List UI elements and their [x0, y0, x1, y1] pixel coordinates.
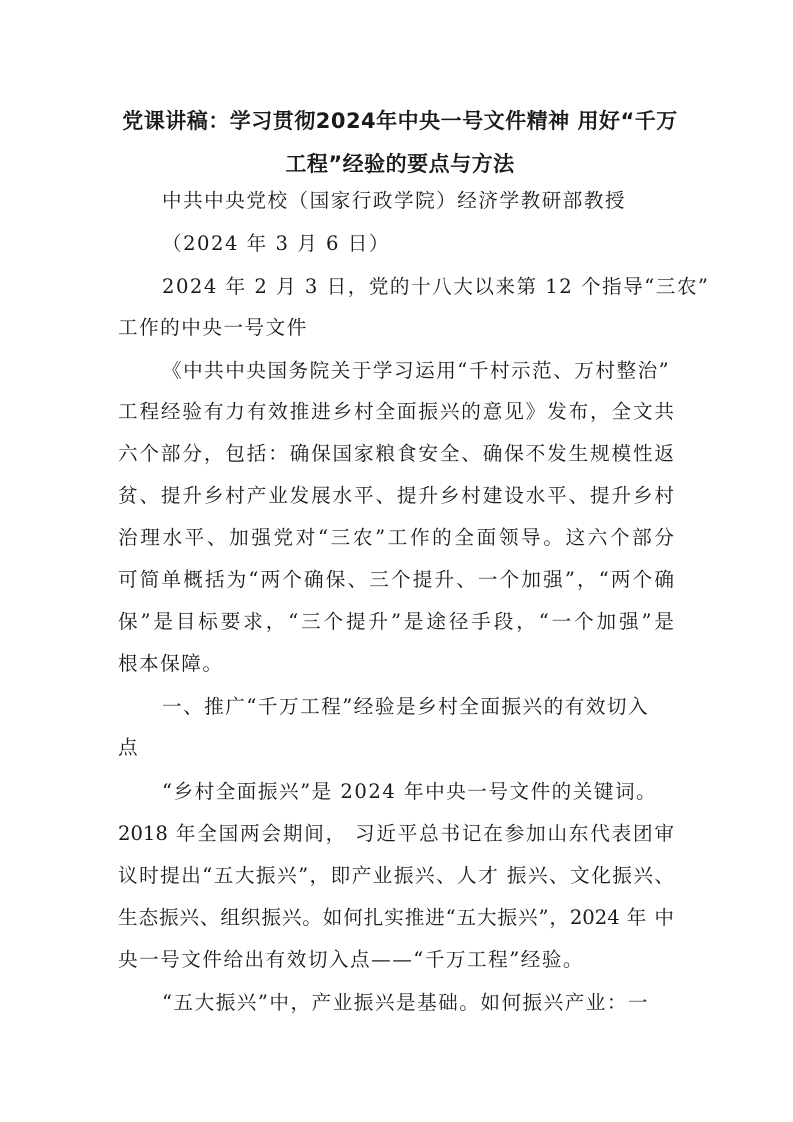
paragraph-line: 生态振兴、组织振兴。如何扎实推进“五大振兴”，2024 年 中 [118, 906, 674, 929]
section-heading-line: 一、推广“千万工程”经验是乡村全面振兴的有效切入 [162, 695, 650, 718]
paragraph-line: 可简单概括为“两个确保、三个提升、一个加强”，“两个确 [118, 568, 674, 591]
paragraph-line: “五大振兴”中，产业振兴是基础。如何振兴产业：一 [162, 991, 650, 1014]
author-line: 中共中央党校（国家行政学院）经济学教研部教授 [162, 189, 627, 212]
section-heading-line: 点 [118, 736, 140, 759]
paragraph-line: 贫、提升乡村产业发展水平、提升乡村建设水平、提升乡村 [118, 484, 674, 507]
paragraph-line: 2024 年 2 月 3 日，党的十八大以来第 12 个指导“三农” [162, 275, 710, 298]
paragraph-line: 《中共中央国务院关于学习运用“千村示范、万村整治” [162, 359, 671, 382]
paragraph-line: 根本保障。 [118, 652, 224, 675]
paragraph-line: 工作的中央一号文件 [118, 316, 308, 339]
paragraph-line: 工程经验有力有效推进乡村全面振兴的意见》发布，全文共 [118, 400, 674, 423]
document-title-line-1: 党课讲稿：学习贯彻2024年中央一号文件精神 用好“千万 [122, 109, 678, 133]
paragraph-line: 治理水平、加强党对“三农”工作的全面领导。这六个部分 [118, 526, 674, 549]
paragraph-line: 保”是目标要求，“三个提升”是途径手段，“一个加强”是 [118, 610, 674, 633]
paragraph-line: 2018 年全国两会期间， 习近平总书记在参加山东代表团审 [118, 822, 674, 845]
paragraph-line: “乡村全面振兴”是 2024 年中央一号文件的关键词。 [162, 780, 658, 803]
paragraph-line: 央一号文件给出有效切入点——“千万工程”经验。 [118, 948, 585, 971]
document-title-line-2: 工程”经验的要点与方法 [285, 152, 515, 176]
date-line: （2024 年 3 月 6 日） [162, 232, 390, 255]
paragraph-line: 六个部分，包括：确保国家粮食安全、确保不发生规模性返 [118, 442, 674, 465]
paragraph-line: 议时提出“五大振兴”，即产业振兴、人才 振兴、文化振兴、 [118, 864, 674, 887]
